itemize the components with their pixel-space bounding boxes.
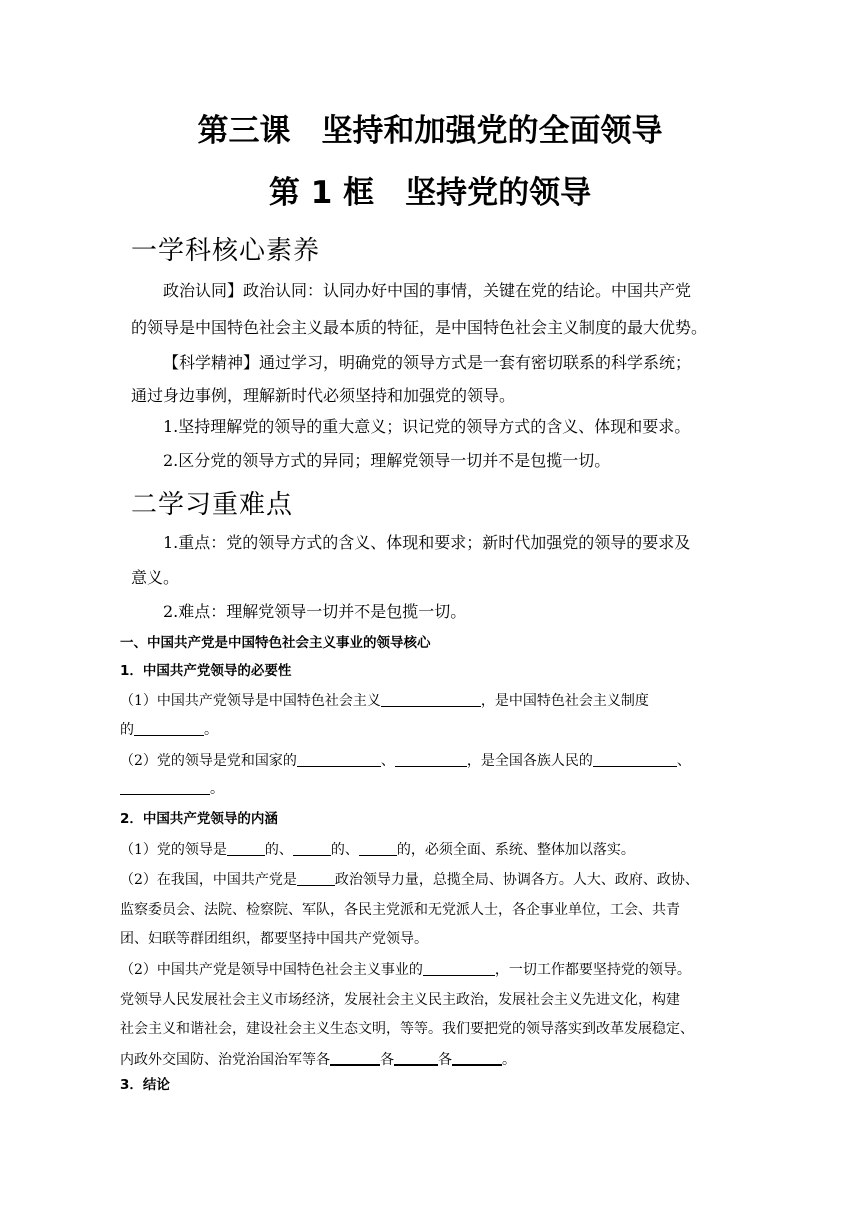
- question-connotation-2-line2: 监察委员会、法院、检察院、军队，各民主党派和无党派人士，各企事业单位，工会、共青: [120, 902, 680, 918]
- answer-blank[interactable]: [359, 840, 397, 856]
- question-connotation-3-line3: 社会主义和谐社会，建设社会主义生态文明，等等。我们要把党的领导落实到改革发展稳定、: [120, 1021, 694, 1037]
- question-necessity-1-line2: 的 。: [120, 722, 218, 738]
- answer-blank[interactable]: [381, 691, 481, 707]
- difficult-point: 2.难点：理解党领导一切并不是包揽一切。: [163, 602, 467, 621]
- answer-blank[interactable]: [593, 751, 677, 767]
- answer-blank[interactable]: [297, 870, 335, 886]
- sub-heading-necessity: 1．中国共产党领导的必要性: [120, 663, 292, 679]
- key-point-line2: 意义。: [131, 568, 180, 587]
- paragraph-political-identity-line1: 政治认同】政治认同：认同办好中国的事情，关键在党的结论。中国共产党: [163, 281, 692, 300]
- answer-blank[interactable]: [120, 779, 210, 795]
- part-heading-1: 一、中国共产党是中国特色社会主义事业的领导核心: [120, 635, 431, 651]
- question-connotation-1: （1）党的领导是 的、 的、 的，必须全面、系统、整体加以落实。: [120, 842, 635, 858]
- key-point-line1: 1.重点：党的领导方式的含义、体现和要求；新时代加强党的领导的要求及: [163, 533, 691, 552]
- paragraph-political-identity-line2: 的领导是中国特色社会主义最本质的特征，是中国特色社会主义制度的最大优势。: [131, 318, 708, 337]
- answer-blank[interactable]: [452, 1049, 502, 1066]
- question-necessity-1-line1: （1）中国共产党领导是中国特色社会主义 ，是中国特色社会主义制度: [120, 693, 649, 709]
- question-connotation-2-line1: （2）在我国，中国共产党是 政治领导力量，总揽全局、协调各方。人大、政府、政协、: [120, 872, 699, 888]
- question-connotation-2-line3: 团、妇联等群团组织，都要坚持中国共产党领导。: [120, 931, 428, 947]
- lesson-title: 第三课 坚持和加强党的全面领导: [197, 113, 663, 149]
- goal-item-1: 1.坚持理解党的领导的重大意义；识记党的领导方式的含义、体现和要求。: [163, 417, 691, 436]
- answer-blank[interactable]: [134, 720, 204, 736]
- question-necessity-2-line2: 。: [120, 779, 224, 798]
- answer-blank[interactable]: [330, 1049, 380, 1066]
- sub-heading-conclusion: 3．结论: [120, 1077, 170, 1093]
- section-heading-core-literacy: 一学科核心素养: [131, 236, 321, 266]
- paragraph-scientific-spirit-line1: 【科学精神】通过学习，明确党的领导方式是一套有密切联系的科学系统；: [163, 353, 692, 372]
- question-necessity-2-line1: （2）党的领导是党和国家的 、 ，是全国各族人民的 、: [120, 753, 691, 769]
- section-heading-key-points: 二学习重难点: [131, 490, 294, 520]
- frame-title: 第 1 框 坚持党的领导: [268, 175, 592, 211]
- question-connotation-3-line2: 党领导人民发展社会主义市场经济，发展社会主义民主政治，发展社会主义先进文化，构建: [120, 992, 680, 1008]
- answer-blank[interactable]: [297, 751, 381, 767]
- sub-heading-connotation: 2．中国共产党领导的内涵: [120, 811, 278, 827]
- answer-blank[interactable]: [394, 1049, 438, 1066]
- question-connotation-3-line1: （2）中国共产党是领导中国特色社会主义事业的 ，一切工作都要坚持党的领导。: [120, 962, 691, 978]
- paragraph-scientific-spirit-line2: 通过身边事例，理解新时代必须坚持和加强党的领导。: [131, 386, 516, 405]
- answer-blank[interactable]: [227, 840, 265, 856]
- answer-blank[interactable]: [395, 751, 467, 767]
- answer-blank[interactable]: [423, 960, 495, 976]
- question-connotation-3-line4: 内政外交国防、治党治国治军等各 各 各 。: [120, 1049, 516, 1069]
- goal-item-2: 2.区分党的领导方式的异同；理解党领导一切并不是包揽一切。: [163, 451, 611, 470]
- answer-blank[interactable]: [293, 840, 331, 856]
